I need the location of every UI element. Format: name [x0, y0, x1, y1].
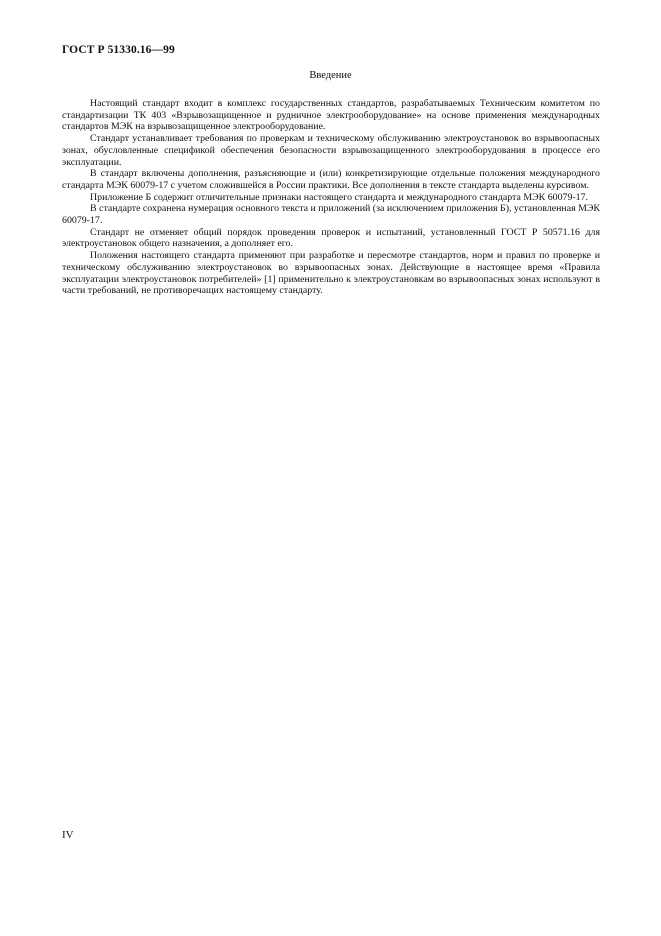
paragraph: Стандарт не отменяет общий порядок проведения проверок и испытаний, установленный ГОСТ Р 50571.16 для электроустановок общего назначения, а дополняет его. — [62, 226, 600, 250]
paragraph: Настоящий стандарт входит в комплекс государственных стандартов, разрабатываемых Техническим комитетом по стандартизации ТК 403 «Взрывозащищенное и рудничное электрооборудование» на основе применения международных стандартов МЭК на взрывозащищенное электрооборудование. — [62, 98, 600, 133]
paragraph: В стандарте сохранена нумерация основного текста и приложений (за исключением приложения Б), установленная МЭК 60079-17. — [62, 203, 600, 227]
paragraph: Стандарт устанавливает требования по проверкам и техническому обслуживанию электроустановок во взрывоопасных зонах, обусловленные спецификой обеспечения безопасности взрывозащищенного электрооборудования в процессе его эксплуатации. — [62, 133, 600, 168]
paragraph: Положения настоящего стандарта применяют при разработке и пересмотре стандартов, норм и правил по проверке и техническому обслуживанию электроустановок во взрывоопасных зонах. Действующие в настоящее время «Правила эксплуатации электроустановок потребителей» [1] применительно к электроустановкам во взрывоопасных зонах используют в части требований, не противоречащих настоящему стандарту. — [62, 250, 600, 297]
document-code: ГОСТ Р 51330.16—99 — [62, 44, 175, 56]
page-number: IV — [62, 829, 74, 841]
introduction-body — [62, 98, 600, 297]
paragraph: В стандарт включены дополнения, разъясняющие и (или) конкретизирующие отдельные положения международного стандарта МЭК 60079-17 с учетом сложившейся в России практики. Все дополнения в тексте стандарта выделены курсивом. — [62, 168, 600, 191]
section-title: Введение — [309, 70, 352, 81]
paragraph: Приложение Б содержит отличительные признаки настоящего стандарта и международного стандарта МЭК 60079-17. — [90, 191, 589, 203]
